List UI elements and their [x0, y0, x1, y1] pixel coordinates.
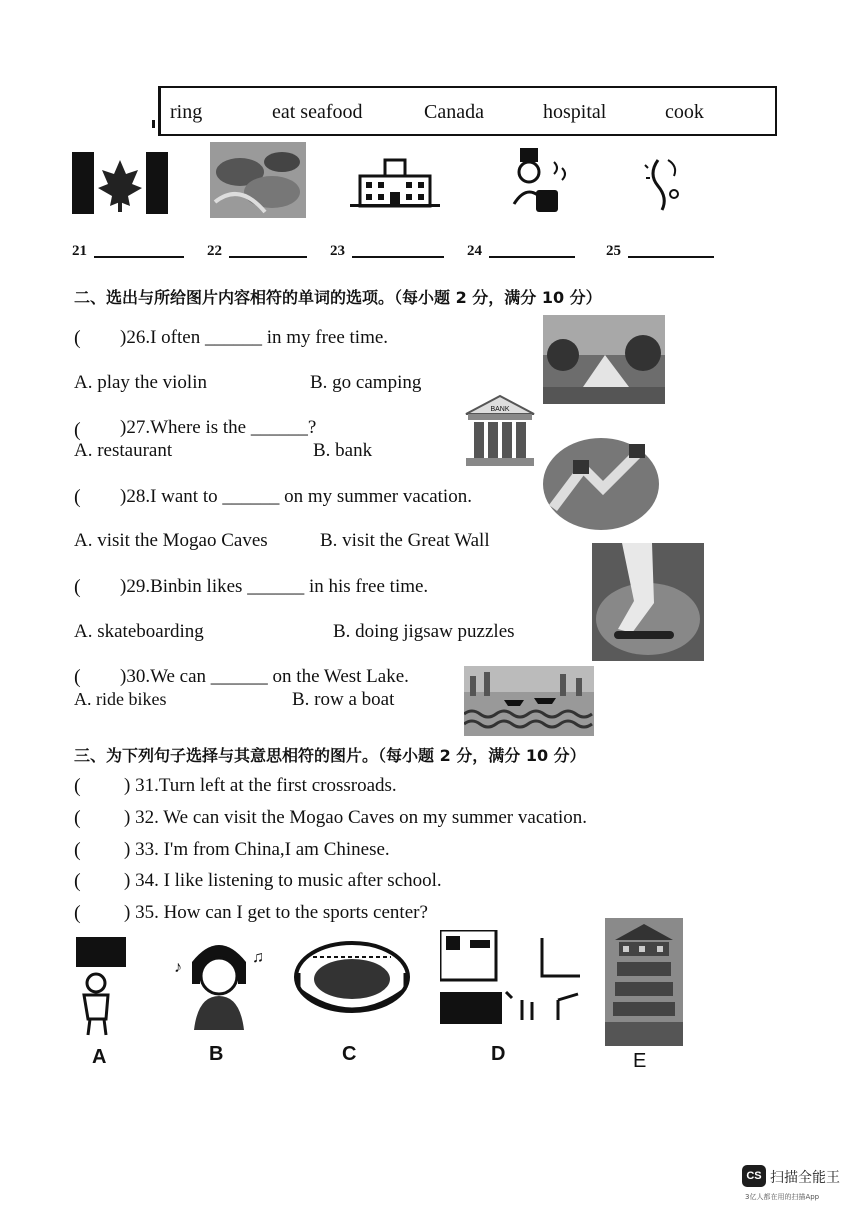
blank-number: 23	[330, 243, 345, 259]
option-27-b: B. bank	[313, 440, 373, 461]
answer-paren[interactable]: (	[74, 666, 81, 688]
cook-picture	[506, 144, 578, 216]
hospital-picture	[350, 156, 440, 208]
bank-sign: BANK	[490, 406, 510, 413]
blank-number: 22	[207, 243, 222, 259]
question-30: )30.We can ______ on the West Lake.	[120, 666, 409, 687]
bank-picture	[462, 392, 538, 470]
sentence-32: ) 32. We can visit the Mogao Caves on my summer vacation.	[124, 807, 587, 828]
question-26: )26.I often ______ in my free time.	[120, 327, 389, 348]
scanner-brand: 扫描全能王	[770, 1170, 840, 1186]
question-27: )27.Where is the ______?	[120, 417, 317, 438]
answer-paren[interactable]: (	[74, 902, 81, 924]
svg-text:♪: ♪	[174, 959, 182, 976]
question-28: )28.I want to ______ on my summer vacation.	[120, 486, 472, 507]
skateboarding-picture	[592, 543, 704, 661]
answer-paren[interactable]: (	[74, 327, 81, 349]
canada-flag-picture	[72, 152, 168, 214]
box-mark	[152, 120, 155, 128]
girl-music-picture	[170, 932, 268, 1032]
sentence-35: ) 35. How can I get to the sports center?	[124, 902, 428, 923]
answer-paren[interactable]: (	[74, 839, 81, 861]
scanner-app-logo: CS	[742, 1165, 766, 1187]
answer-paren[interactable]: (	[74, 775, 81, 797]
answer-paren[interactable]: (	[74, 576, 81, 598]
mogao-caves-picture	[605, 918, 683, 1046]
option-26-b: B. go camping	[310, 372, 422, 393]
word-bank-item: Canada	[424, 101, 484, 123]
scanner-tagline: 3亿人都在用的扫描App	[745, 1193, 820, 1201]
blank-number: 25	[606, 243, 621, 259]
option-30-b: B. row a boat	[292, 689, 395, 710]
answer-line[interactable]	[489, 256, 575, 258]
option-26-a: A. play the violin	[74, 372, 207, 393]
option-28-b: B. visit the Great Wall	[320, 530, 490, 551]
seafood-picture	[210, 142, 306, 218]
option-30-a: A. ride bikes	[74, 689, 167, 709]
answer-line[interactable]	[94, 256, 184, 258]
word-bank-item: eat seafood	[272, 101, 363, 123]
section-2-header: 二、选出与所给图片内容相符的单词的选项。（每小题 2 分，满分 10 分）	[74, 288, 602, 307]
west-lake-boat-picture	[464, 666, 594, 736]
picture-letter: E	[633, 1050, 647, 1072]
picture-letter: B	[209, 1043, 224, 1065]
crossroads-map-picture	[440, 930, 586, 1026]
sentence-33: ) 33. I'm from China,I am Chinese.	[124, 839, 390, 860]
answer-paren[interactable]: (	[74, 419, 81, 441]
question-29: )29.Binbin likes ______ in his free time.	[120, 576, 429, 597]
sentence-31: ) 31.Turn left at the first crossroads.	[124, 775, 397, 796]
answer-line[interactable]	[229, 256, 307, 258]
picture-letter: D	[491, 1043, 506, 1065]
picture-letter: A	[92, 1046, 107, 1068]
word-bank-item: ring	[170, 101, 203, 123]
camping-picture	[543, 315, 665, 404]
answer-paren[interactable]: (	[74, 486, 81, 508]
answer-paren[interactable]: (	[74, 870, 81, 892]
svg-text:♫: ♫	[252, 949, 264, 966]
picture-letter: C	[342, 1043, 357, 1065]
answer-line[interactable]	[628, 256, 714, 258]
option-28-a: A. visit the Mogao Caves	[74, 530, 268, 551]
word-bank-item: hospital	[543, 101, 607, 123]
sports-center-picture	[293, 933, 411, 1017]
great-wall-picture	[543, 438, 659, 530]
option-27-a: A. restaurant	[74, 440, 173, 461]
option-29-a: A. skateboarding	[74, 621, 204, 642]
ring-phone-picture	[644, 154, 688, 214]
blank-number: 24	[467, 243, 482, 259]
section-3-header: 三、为下列句子选择与其意思相符的图片。（每小题 2 分，满分 10 分）	[74, 746, 586, 765]
word-bank-item: cook	[665, 101, 704, 123]
answer-paren[interactable]: (	[74, 807, 81, 829]
option-29-b: B. doing jigsaw puzzles	[333, 621, 515, 642]
blank-number: 21	[72, 243, 87, 259]
sentence-34: ) 34. I like listening to music after school.	[124, 870, 442, 891]
chinese-boy-picture	[74, 935, 128, 1041]
answer-line[interactable]	[352, 256, 444, 258]
